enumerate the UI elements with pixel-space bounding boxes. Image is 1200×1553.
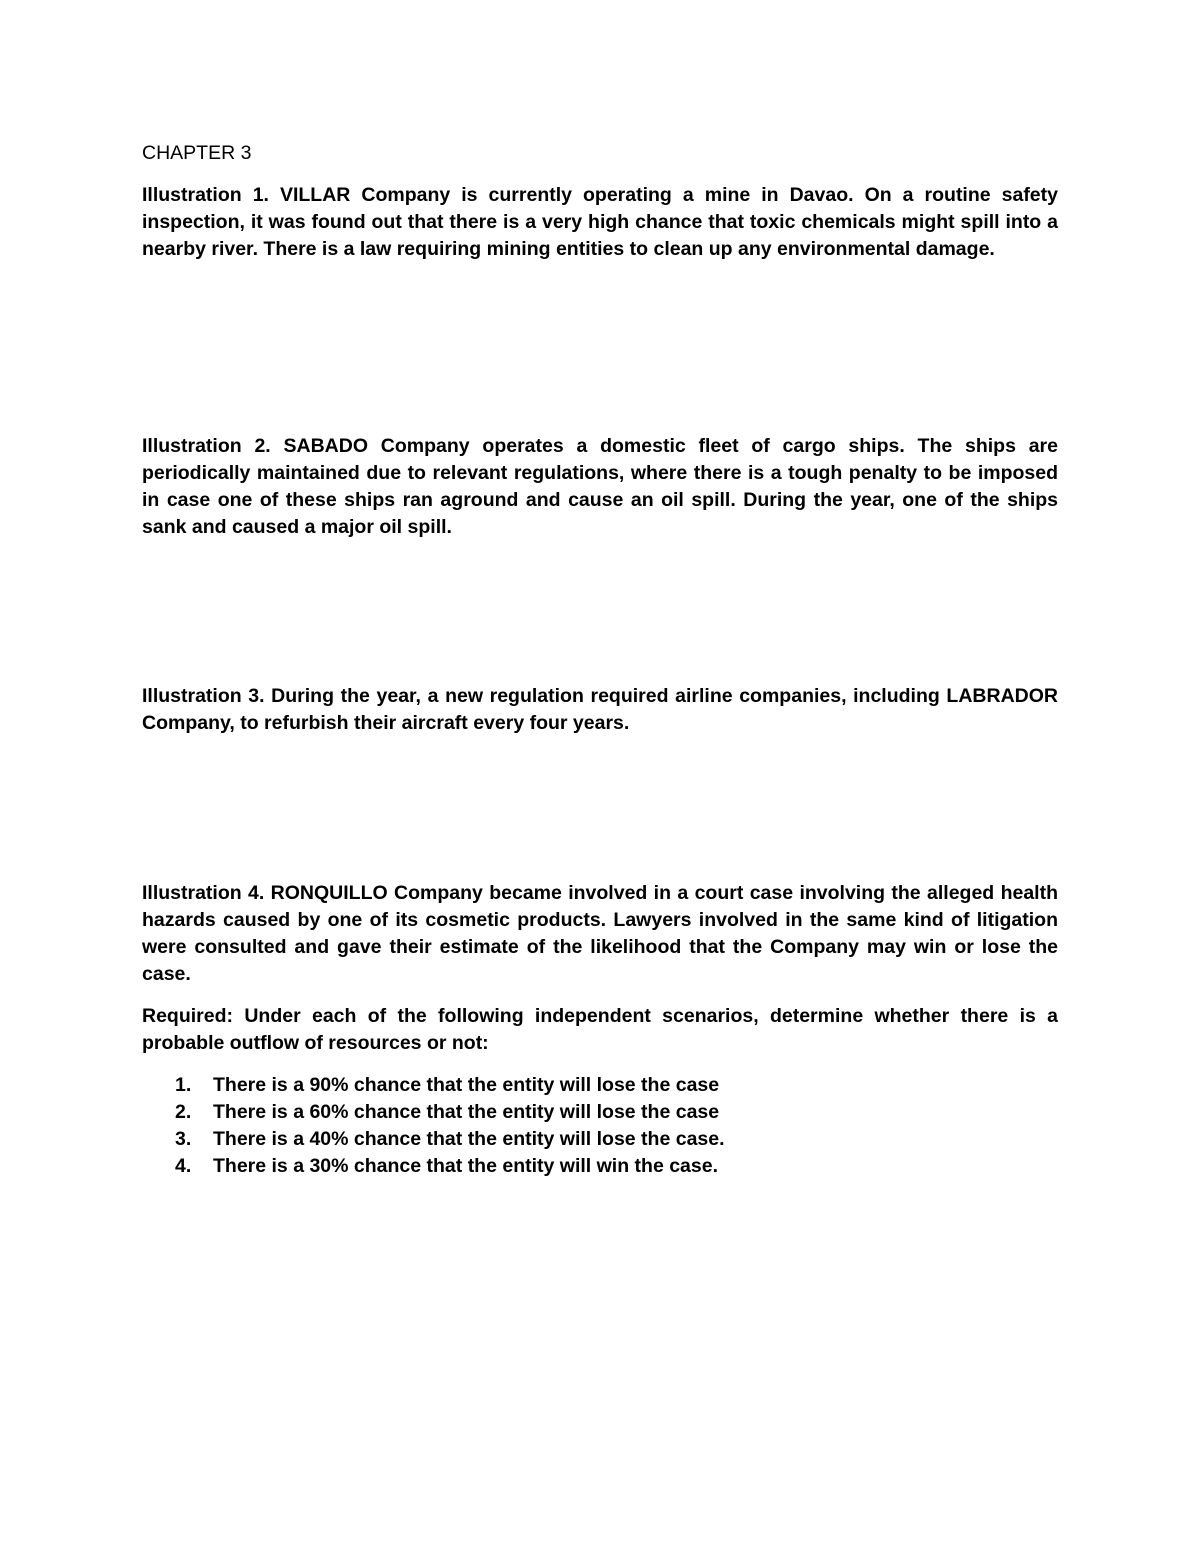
scenario-number: 2. bbox=[175, 1101, 192, 1123]
scenario-text: There is a 40% chance that the entity will lose the case. bbox=[213, 1128, 725, 1150]
illustration-4-paragraph: Illustration 4. RONQUILLO Company became involved in a court case involving the alleged health hazards caused by one of its cosmetic products. Lawyers involved in the same kind of litigation were consulted and gave their estimate of the likelihood that the Company may win or lose the case. bbox=[142, 882, 1058, 985]
illustration-1-paragraph: Illustration 1. VILLAR Company is currently operating a mine in Davao. On a routine safety inspection, it was found out that there is a very high chance that toxic chemicals might spill into a nearby river. There is a law requiring mining entities to clean up any environmental damage. bbox=[142, 184, 1058, 260]
scenario-number: 4. bbox=[175, 1155, 192, 1177]
scenario-item bbox=[142, 1099, 1058, 1126]
scenario-text: There is a 30% chance that the entity will win the case. bbox=[213, 1155, 719, 1177]
scenario-item bbox=[142, 1126, 1058, 1153]
required-instruction: Required: Under each of the following independent scenarios, determine whether there is a probable outflow of resources or not: bbox=[142, 1005, 1058, 1054]
scenario-number: 3. bbox=[175, 1128, 192, 1150]
chapter-title: CHAPTER 3 bbox=[142, 142, 252, 164]
scenario-text: There is a 90% chance that the entity will lose the case bbox=[213, 1074, 720, 1096]
scenario-text: There is a 60% chance that the entity will lose the case bbox=[213, 1101, 720, 1123]
scenario-number: 1. bbox=[175, 1074, 192, 1096]
scenario-item bbox=[142, 1072, 1058, 1099]
scenario-list bbox=[142, 1072, 1058, 1180]
illustration-3-paragraph: Illustration 3. During the year, a new regulation required airline companies, including LABRADOR Company, to refurbish their aircraft every four years. bbox=[142, 685, 1058, 734]
scenario-item bbox=[142, 1153, 1058, 1180]
illustration-2-paragraph: Illustration 2. SABADO Company operates a domestic fleet of cargo ships. The ships are periodically maintained due to relevant regulations, where there is a tough penalty to be imposed in case one of these ships ran aground and cause an oil spill. During the year, one of the ships sank and caused a major oil spill. bbox=[142, 435, 1058, 538]
